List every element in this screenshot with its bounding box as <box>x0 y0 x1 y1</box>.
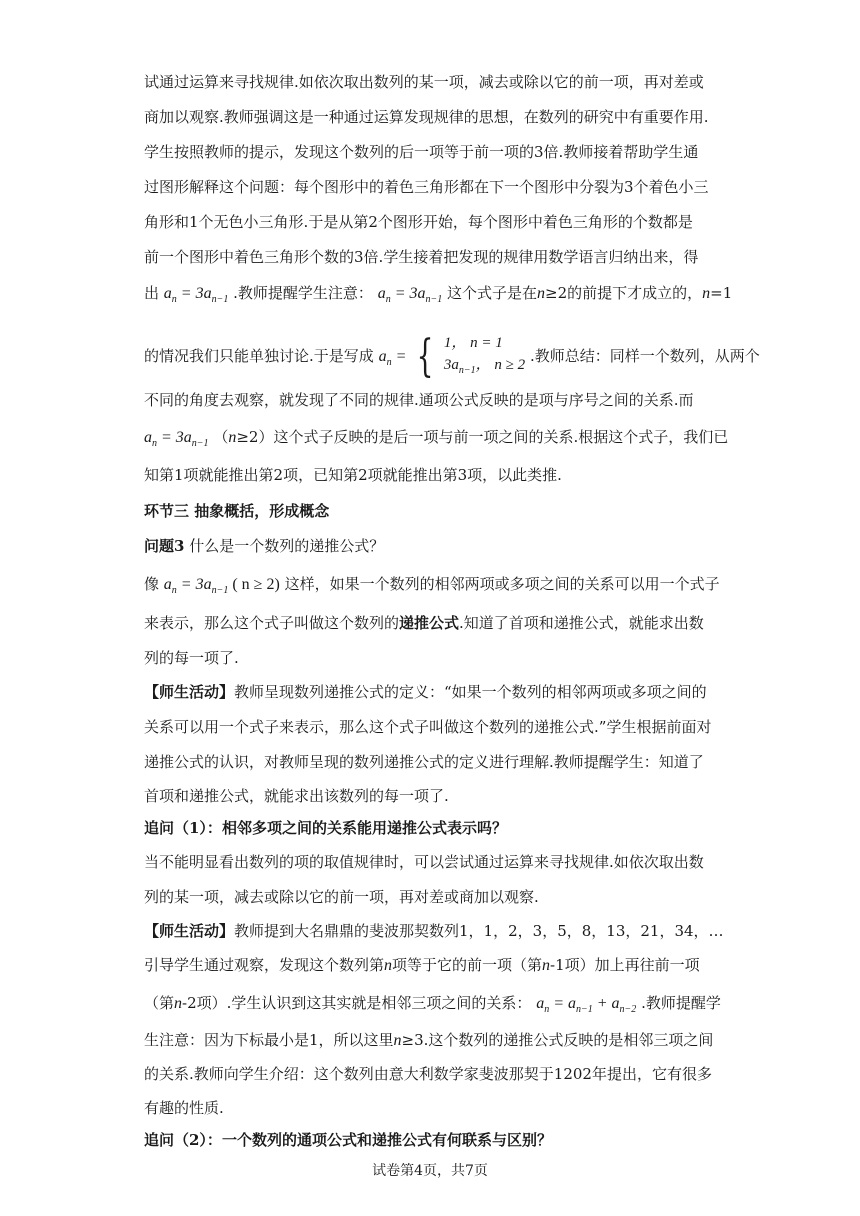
text-line: 试通过运算来寻找规律.如依次取出数列的某一项，减去或除以它的前一项，再对差或 <box>144 73 704 91</box>
text-line: 生注意：因为下标最小是1，所以这里n≥3.这个数列的递推公式反映的是相邻三项之间 <box>144 1031 714 1049</box>
text-line: 的关系.教师向学生介绍：这个数列由意大利数学家斐波那契于1202年提出，它有很多 <box>144 1065 712 1083</box>
text-line: 【师生活动】教师呈现数列递推公式的定义：“如果一个数列的相邻两项或多项之间的 <box>144 683 707 701</box>
text-line: 像 $a_n = 3a_{n-1}$ ( n ≥ 2) 这样，如果一个数列的相邻两项或多项之间的关系可以用一个式子 <box>144 575 720 597</box>
text-line: 过图形解释这个问题：每个图形中的着色三角形都在下一个图形中分裂为3个着色小三 <box>144 178 709 196</box>
text-line: 关系可以用一个式子来表示，那么这个式子叫做这个数列的递推公式.”学生根据前面对 <box>144 718 712 736</box>
section-heading: 环节三 抽象概括，形成概念 <box>144 502 330 520</box>
question-heading: 问题3 什么是一个数列的递推公式？ <box>144 537 385 555</box>
text-line: 的情况我们只能单独讨论.于是写成 $a_n$ = { 1， n = 1 $3a_{n-1}$， n ≥ 2 .教师总结：同样一个数列，从两个 <box>144 331 760 382</box>
text-line: 【师生活动】教师提到大名鼎鼎的斐波那契数列1，1，2，3，5，8，13，21，34，… <box>144 922 724 940</box>
text-line: （第n-2项）.学生认识到这其实就是相邻三项之间的关系： $a_n = a_{n-1} + a_{n-2}$ .教师提醒学 <box>144 994 721 1016</box>
follow-up-heading: 追问（2）：一个数列的通项公式和递推公式有何联系与区别？ <box>144 1131 552 1149</box>
text-line: 不同的角度去观察，就发现了不同的规律.通项公式反映的是项与序号之间的关系.而 <box>144 391 694 409</box>
text-line: 引导学生通过观察，发现这个数列第n项等于它的前一项（第n-1项）加上再往前一项 <box>144 956 700 974</box>
formula-an-eq-3an-1: $a_n = 3a_{n-1}$ ( n ≥ 2) <box>163 576 280 597</box>
brace-symbol: { <box>416 331 434 382</box>
text-line: 列的每一项了. <box>144 649 239 667</box>
piecewise-cases: 1， n = 1 $3a_{n-1}$， n ≥ 2 <box>443 335 526 376</box>
text-line: 商加以观察.教师强调这是一种通过运算发现规律的思想，在数列的研究中有重要作用. <box>144 108 709 126</box>
formula-an-eq-3an-1: $a_n = 3a_{n-1}$ <box>377 285 443 306</box>
page-footer: 试卷第4页，共7页 <box>372 1163 488 1179</box>
text-line: 学生按照教师的提示，发现这个数列的后一项等于前一项的3倍.教师接着帮助学生通 <box>144 143 699 161</box>
text-line: 角形和1个无色小三角形.于是从第2个图形开始，每个图形中着色三角形的个数都是 <box>144 213 693 231</box>
formula-an-eq-3an-1: $a_n = 3a_{n-1}$ <box>163 285 229 306</box>
text-line: 递推公式的认识，对教师呈现的数列递推公式的定义进行理解.教师提醒学生：知道了 <box>144 753 704 771</box>
text-line: 列的某一项，减去或除以它的前一项，再对差或商加以观察. <box>144 888 539 906</box>
text-line: 知第1项就能推出第2项，已知第2项就能推出第3项，以此类推. <box>144 466 562 484</box>
text-line: $a_n = 3a_{n-1}$ （n≥2）这个式子反映的是后一项与前一项之间的关系.根据这个式子，我们已 <box>144 428 729 450</box>
text-line: 首项和递推公式，就能求出该数列的每一项了. <box>144 787 449 805</box>
text-line: 当不能明显看出数列的项的取值规律时，可以尝试通过运算来寻找规律.如依次取出数 <box>144 853 704 871</box>
text-line: 前一个图形中着色三角形个数的3倍.学生接着把发现的规律用数学语言归纳出来，得 <box>144 248 699 266</box>
text-line: 出 $a_n = 3a_{n-1}$ .教师提醒学生注意： $a_n = 3a_{n-1}$ 这个式子是在n≥2的前提下才成立的，n=1 <box>144 284 733 306</box>
follow-up-heading: 追问（1）：相邻多项之间的关系能用递推公式表示吗？ <box>144 819 507 837</box>
text-line: 来表示，那么这个式子叫做这个数列的递推公式.知道了首项和递推公式，就能求出数 <box>144 614 704 632</box>
formula-piecewise: $a_n$ = <box>378 348 407 369</box>
formula-fibonacci: $a_n = a_{n-1} + a_{n-2}$ <box>536 995 637 1016</box>
text-line: 有趣的性质. <box>144 1099 224 1117</box>
formula-an-eq-3an-1: $a_n = 3a_{n-1}$ <box>144 429 209 450</box>
